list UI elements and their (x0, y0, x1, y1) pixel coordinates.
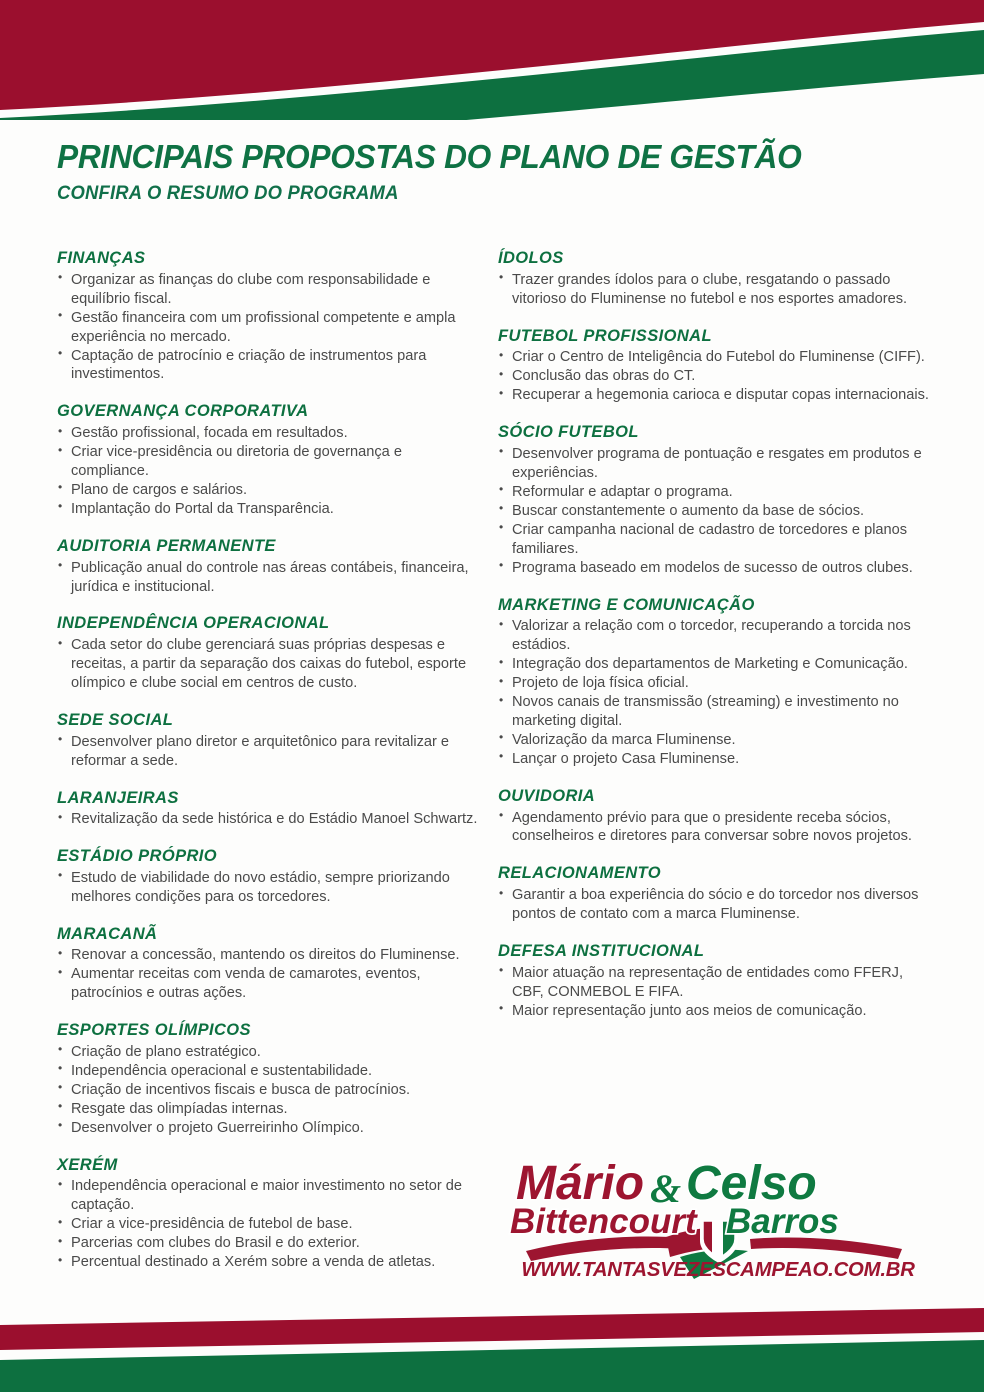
proposal-section (498, 422, 938, 577)
section-heading: ESTÁDIO PRÓPRIO (57, 847, 218, 866)
section-item-list (57, 869, 482, 907)
list-item: • Plano de cargos e salários. (57, 481, 482, 500)
proposal-section (498, 248, 938, 309)
list-item: • Buscar constantemente o aumento da base de sócios. (498, 502, 938, 521)
section-item-list (498, 809, 938, 847)
section-heading: ESPORTES OLÍMPICOS (57, 1021, 251, 1040)
section-heading: FINANÇAS (57, 249, 146, 267)
list-item: • Parcerias com clubes do Brasil e do exterior. (57, 1234, 482, 1253)
list-item: • Captação de patrocínio e criação de instrumentos para investimentos. (57, 347, 482, 385)
list-item: • Conclusão das obras do CT. (498, 367, 938, 386)
list-item: • Lançar o projeto Casa Fluminense. (498, 750, 938, 769)
list-item: • Reformular e adaptar o programa. (498, 483, 938, 502)
section-heading: SÓCIO FUTEBOL (498, 423, 639, 442)
proposal-section (498, 786, 938, 847)
section-heading: MARACANÃ (57, 924, 158, 943)
campaign-logo (498, 1155, 938, 1315)
list-item: • Criar a vice-presidência de futebol de base. (57, 1215, 482, 1234)
list-item: • Independência operacional e sustentabilidade. (57, 1062, 482, 1081)
list-item: • Trazer grandes ídolos para o clube, resgatando o passado vitorioso do Fluminense no futebol e nos esportes amadores. (498, 271, 938, 309)
section-heading: INDEPENDÊNCIA OPERACIONAL (57, 614, 330, 633)
bottom-green-band (0, 1340, 984, 1392)
list-item: • Organizar as finanças do clube com responsabilidade e equilíbrio fiscal. (57, 271, 482, 309)
list-item: • Gestão profissional, focada em resultados. (57, 424, 482, 443)
list-item: • Desenvolver programa de pontuação e resgates em produtos e experiências. (498, 445, 938, 483)
logo-ampersand: & (650, 1166, 682, 1211)
list-item: • Cada setor do clube gerenciará suas próprias despesas e receitas, a partir da separação dos caixas do futebol, esporte olímpico e clube social em centros de custo. (57, 636, 482, 693)
proposal-section (57, 401, 482, 518)
section-heading: OUVIDORIA (498, 786, 596, 805)
title-block (57, 140, 937, 205)
list-item: • Renovar a concessão, mantendo os direitos do Fluminense. (57, 946, 482, 965)
section-heading: GOVERNANÇA CORPORATIVA (57, 402, 309, 421)
section-heading: AUDITORIA PERMANENTE (57, 536, 276, 555)
section-item-list (498, 445, 938, 578)
proposal-section (57, 613, 482, 693)
section-heading: ÍDOLOS (498, 249, 564, 267)
list-item: • Garantir a boa experiência do sócio e do torcedor nos diversos pontos de contato com a marca Fluminense. (498, 886, 938, 924)
section-item-list (57, 733, 482, 771)
section-item-list (498, 886, 938, 924)
proposal-section (57, 1020, 482, 1137)
list-item: • Valorizar a relação com o torcedor, recuperando a torcida nos estádios. (498, 617, 938, 655)
section-item-list (498, 964, 938, 1021)
logo-surname-second: Barros (726, 1202, 839, 1241)
logo-surname-first: Bittencourt (510, 1202, 697, 1241)
section-heading: FUTEBOL PROFISSIONAL (498, 326, 712, 345)
list-item: • Criação de plano estratégico. (57, 1043, 482, 1062)
section-item-list (498, 271, 938, 309)
proposal-section (498, 595, 938, 769)
list-item: • Percentual destinado a Xerém sobre a venda de atletas. (57, 1253, 482, 1272)
section-item-list (57, 636, 482, 693)
section-item-list (57, 424, 482, 519)
list-item: • Recuperar a hegemonia carioca e disputar copas internacionais. (498, 386, 938, 405)
left-column (57, 248, 482, 1272)
section-heading: RELACIONAMENTO (498, 864, 661, 883)
section-heading: LARANJEIRAS (57, 788, 179, 807)
proposal-section (57, 536, 482, 597)
page-subtitle: CONFIRA O RESUMO DO PROGRAMA (57, 182, 399, 204)
website-url[interactable]: WWW.TANTASVEZESCAMPEAO.COM.BR (521, 1258, 915, 1281)
section-heading: SEDE SOCIAL (57, 711, 174, 729)
proposal-section (57, 846, 482, 907)
logo-name-first: Mário (516, 1157, 645, 1210)
proposal-section (57, 710, 482, 771)
proposal-section (57, 924, 482, 1004)
section-item-list (498, 348, 938, 405)
list-item: • Resgate das olimpíadas internas. (57, 1100, 482, 1119)
section-item-list (57, 559, 482, 597)
section-item-list (57, 271, 482, 385)
list-item: • Criar o Centro de Inteligência do Futebol do Fluminense (CIFF). (498, 348, 938, 367)
proposal-section (498, 326, 938, 406)
proposal-section (498, 863, 938, 924)
list-item: • Aumentar receitas com venda de camarotes, eventos, patrocínios e outras ações. (57, 965, 482, 1003)
list-item: • Maior representação junto aos meios de comunicação. (498, 1002, 938, 1021)
section-item-list (498, 617, 938, 769)
list-item: • Desenvolver plano diretor e arquitetônico para revitalizar e reformar a sede. (57, 733, 482, 771)
list-item: • Projeto de loja física oficial. (498, 674, 938, 693)
proposal-section (57, 248, 482, 384)
list-item: • Independência operacional e maior investimento no setor de captação. (57, 1177, 482, 1215)
logo-name-second: Celso (686, 1157, 817, 1210)
section-item-list (57, 1043, 482, 1138)
list-item: • Implantação do Portal da Transparência. (57, 500, 482, 519)
proposal-section (57, 788, 482, 830)
list-item: • Programa baseado em modelos de sucesso de outros clubes. (498, 559, 938, 578)
list-item: • Valorização da marca Fluminense. (498, 731, 938, 750)
bottom-banner-graphic (0, 1292, 984, 1392)
section-heading: DEFESA INSTITUCIONAL (498, 942, 705, 960)
right-column (498, 248, 938, 1021)
top-banner-graphic (0, 0, 984, 120)
list-item: • Publicação anual do controle nas áreas contábeis, financeira, jurídica e institucional. (57, 559, 482, 597)
list-item: • Criação de incentivos fiscais e busca de patrocínios. (57, 1081, 482, 1100)
list-item: • Maior atuação na representação de entidades como FFERJ, CBF, CONMEBOL E FIFA. (498, 964, 938, 1002)
list-item: • Criar campanha nacional de cadastro de torcedores e planos familiares. (498, 521, 938, 559)
page-title: PRINCIPAIS PROPOSTAS DO PLANO DE GESTÃO (57, 138, 802, 175)
section-item-list (57, 1177, 482, 1272)
list-item: • Integração dos departamentos de Marketing e Comunicação. (498, 655, 938, 674)
list-item: • Agendamento prévio para que o presidente receba sócios, conselheiros e diretores para conversar sobre novos projetos. (498, 809, 938, 847)
proposal-section (498, 941, 938, 1021)
section-heading: XERÉM (57, 1155, 118, 1174)
list-item: • Gestão financeira com um profissional competente e ampla experiência no mercado. (57, 309, 482, 347)
list-item: • Desenvolver o projeto Guerreirinho Olímpico. (57, 1119, 482, 1138)
list-item: • Novos canais de transmissão (streaming) e investimento no marketing digital. (498, 693, 938, 731)
list-item: • Estudo de viabilidade do novo estádio, sempre priorizando melhores condições para os torcedores. (57, 869, 482, 907)
section-item-list (57, 810, 482, 829)
list-item: • Criar vice-presidência ou diretoria de governança e compliance. (57, 443, 482, 481)
list-item: • Revitalização da sede histórica e do Estádio Manoel Schwartz. (57, 810, 482, 829)
section-heading: MARKETING E COMUNICAÇÃO (498, 595, 755, 614)
section-item-list (57, 946, 482, 1003)
proposal-section (57, 1155, 482, 1272)
